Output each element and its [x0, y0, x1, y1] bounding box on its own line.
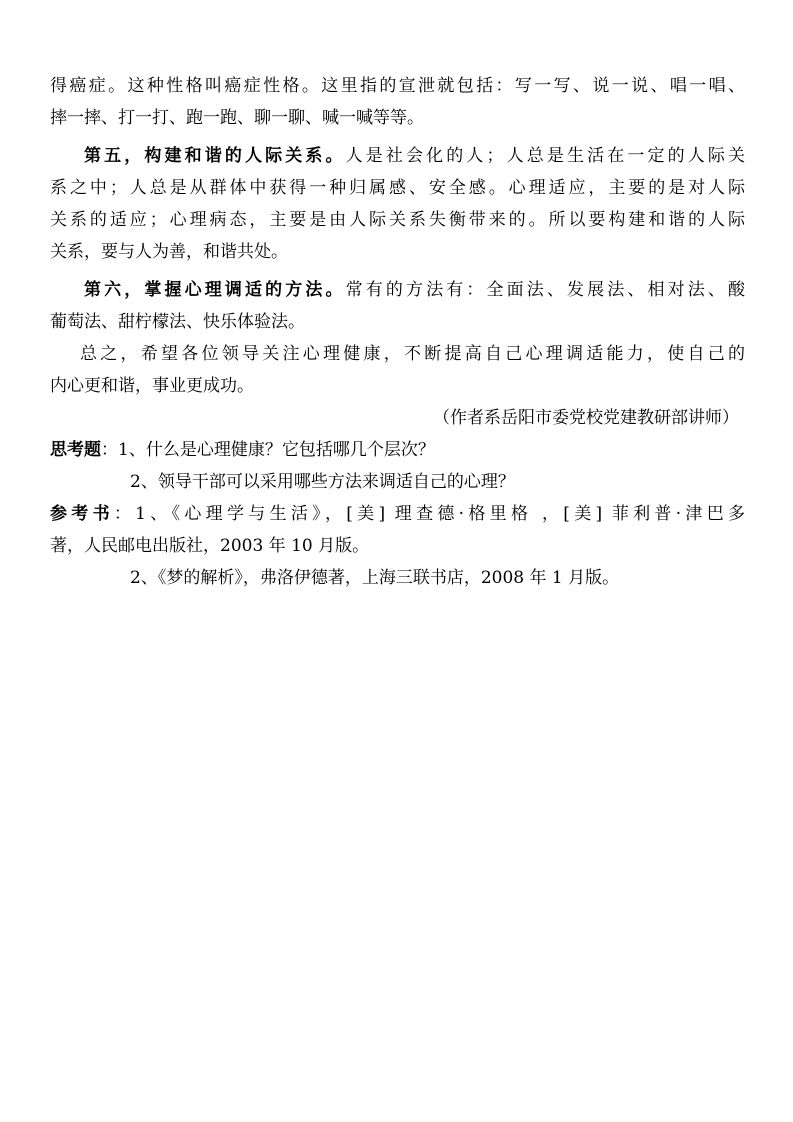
references-label: 参考书: [50, 504, 114, 524]
paragraph-line: 葡萄法、甜柠檬法、快乐体验法。: [50, 312, 305, 332]
point-six-line: [50, 274, 745, 306]
conclusion-line: 内心更和谐，事业更成功。: [50, 376, 254, 396]
author-note: （作者系岳阳市委党校党建教研部讲师）: [433, 408, 739, 428]
point-six-text: 常有的方法有：全面法、发展法、相对法、酸: [345, 280, 745, 300]
paragraph-line: 关系，要与人为善，和谐共处。: [50, 242, 288, 262]
question-item: 2、领导干部可以采用哪些方法来调适自己的心理？: [130, 472, 515, 492]
paragraph-line: 得癌症。这种性格叫癌症性格。这里指的宣泄就包括：写一写、说一说、唱一唱、: [50, 76, 745, 96]
paragraph-line: 关系的适应；心理病态，主要是由人际关系失衡带来的。所以要构建和谐的人际: [50, 210, 745, 230]
point-five-line: [50, 140, 745, 172]
point-five-heading: 第五，构建和谐的人际关系。: [84, 146, 346, 166]
document-page: [50, 70, 745, 594]
reference-item: ：1、《心理学与生活》，[美] 理查德·格里格 ，[美] 菲利普·津巴多: [113, 504, 745, 524]
reference-item: 2、《梦的解析》，弗洛伊德著，上海三联书店，2008 年 1 月版。: [130, 568, 620, 588]
point-six-heading: 第六，掌握心理调适的方法。: [84, 280, 346, 300]
references-line: [50, 498, 745, 530]
question-item: ：1、什么是心理健康？它包括哪几个层次？: [101, 440, 435, 460]
point-five-text: 人是社会化的人；人总是生活在一定的人际关: [345, 146, 745, 166]
conclusion-line: 总之，希望各位领导关注心理健康，不断提高自己心理调适能力，使自己的: [80, 344, 745, 364]
reference-item: 著，人民邮电出版社，2003 年 10 月版。: [50, 536, 370, 556]
questions-line: [50, 434, 745, 466]
paragraph-line: 系之中；人总是从群体中获得一种归属感、安全感。心理适应，主要的是对人际: [50, 178, 745, 198]
questions-label: 思考题: [50, 440, 101, 460]
paragraph-line: 摔一摔、打一打、跑一跑、聊一聊、喊一喊等等。: [50, 108, 424, 128]
